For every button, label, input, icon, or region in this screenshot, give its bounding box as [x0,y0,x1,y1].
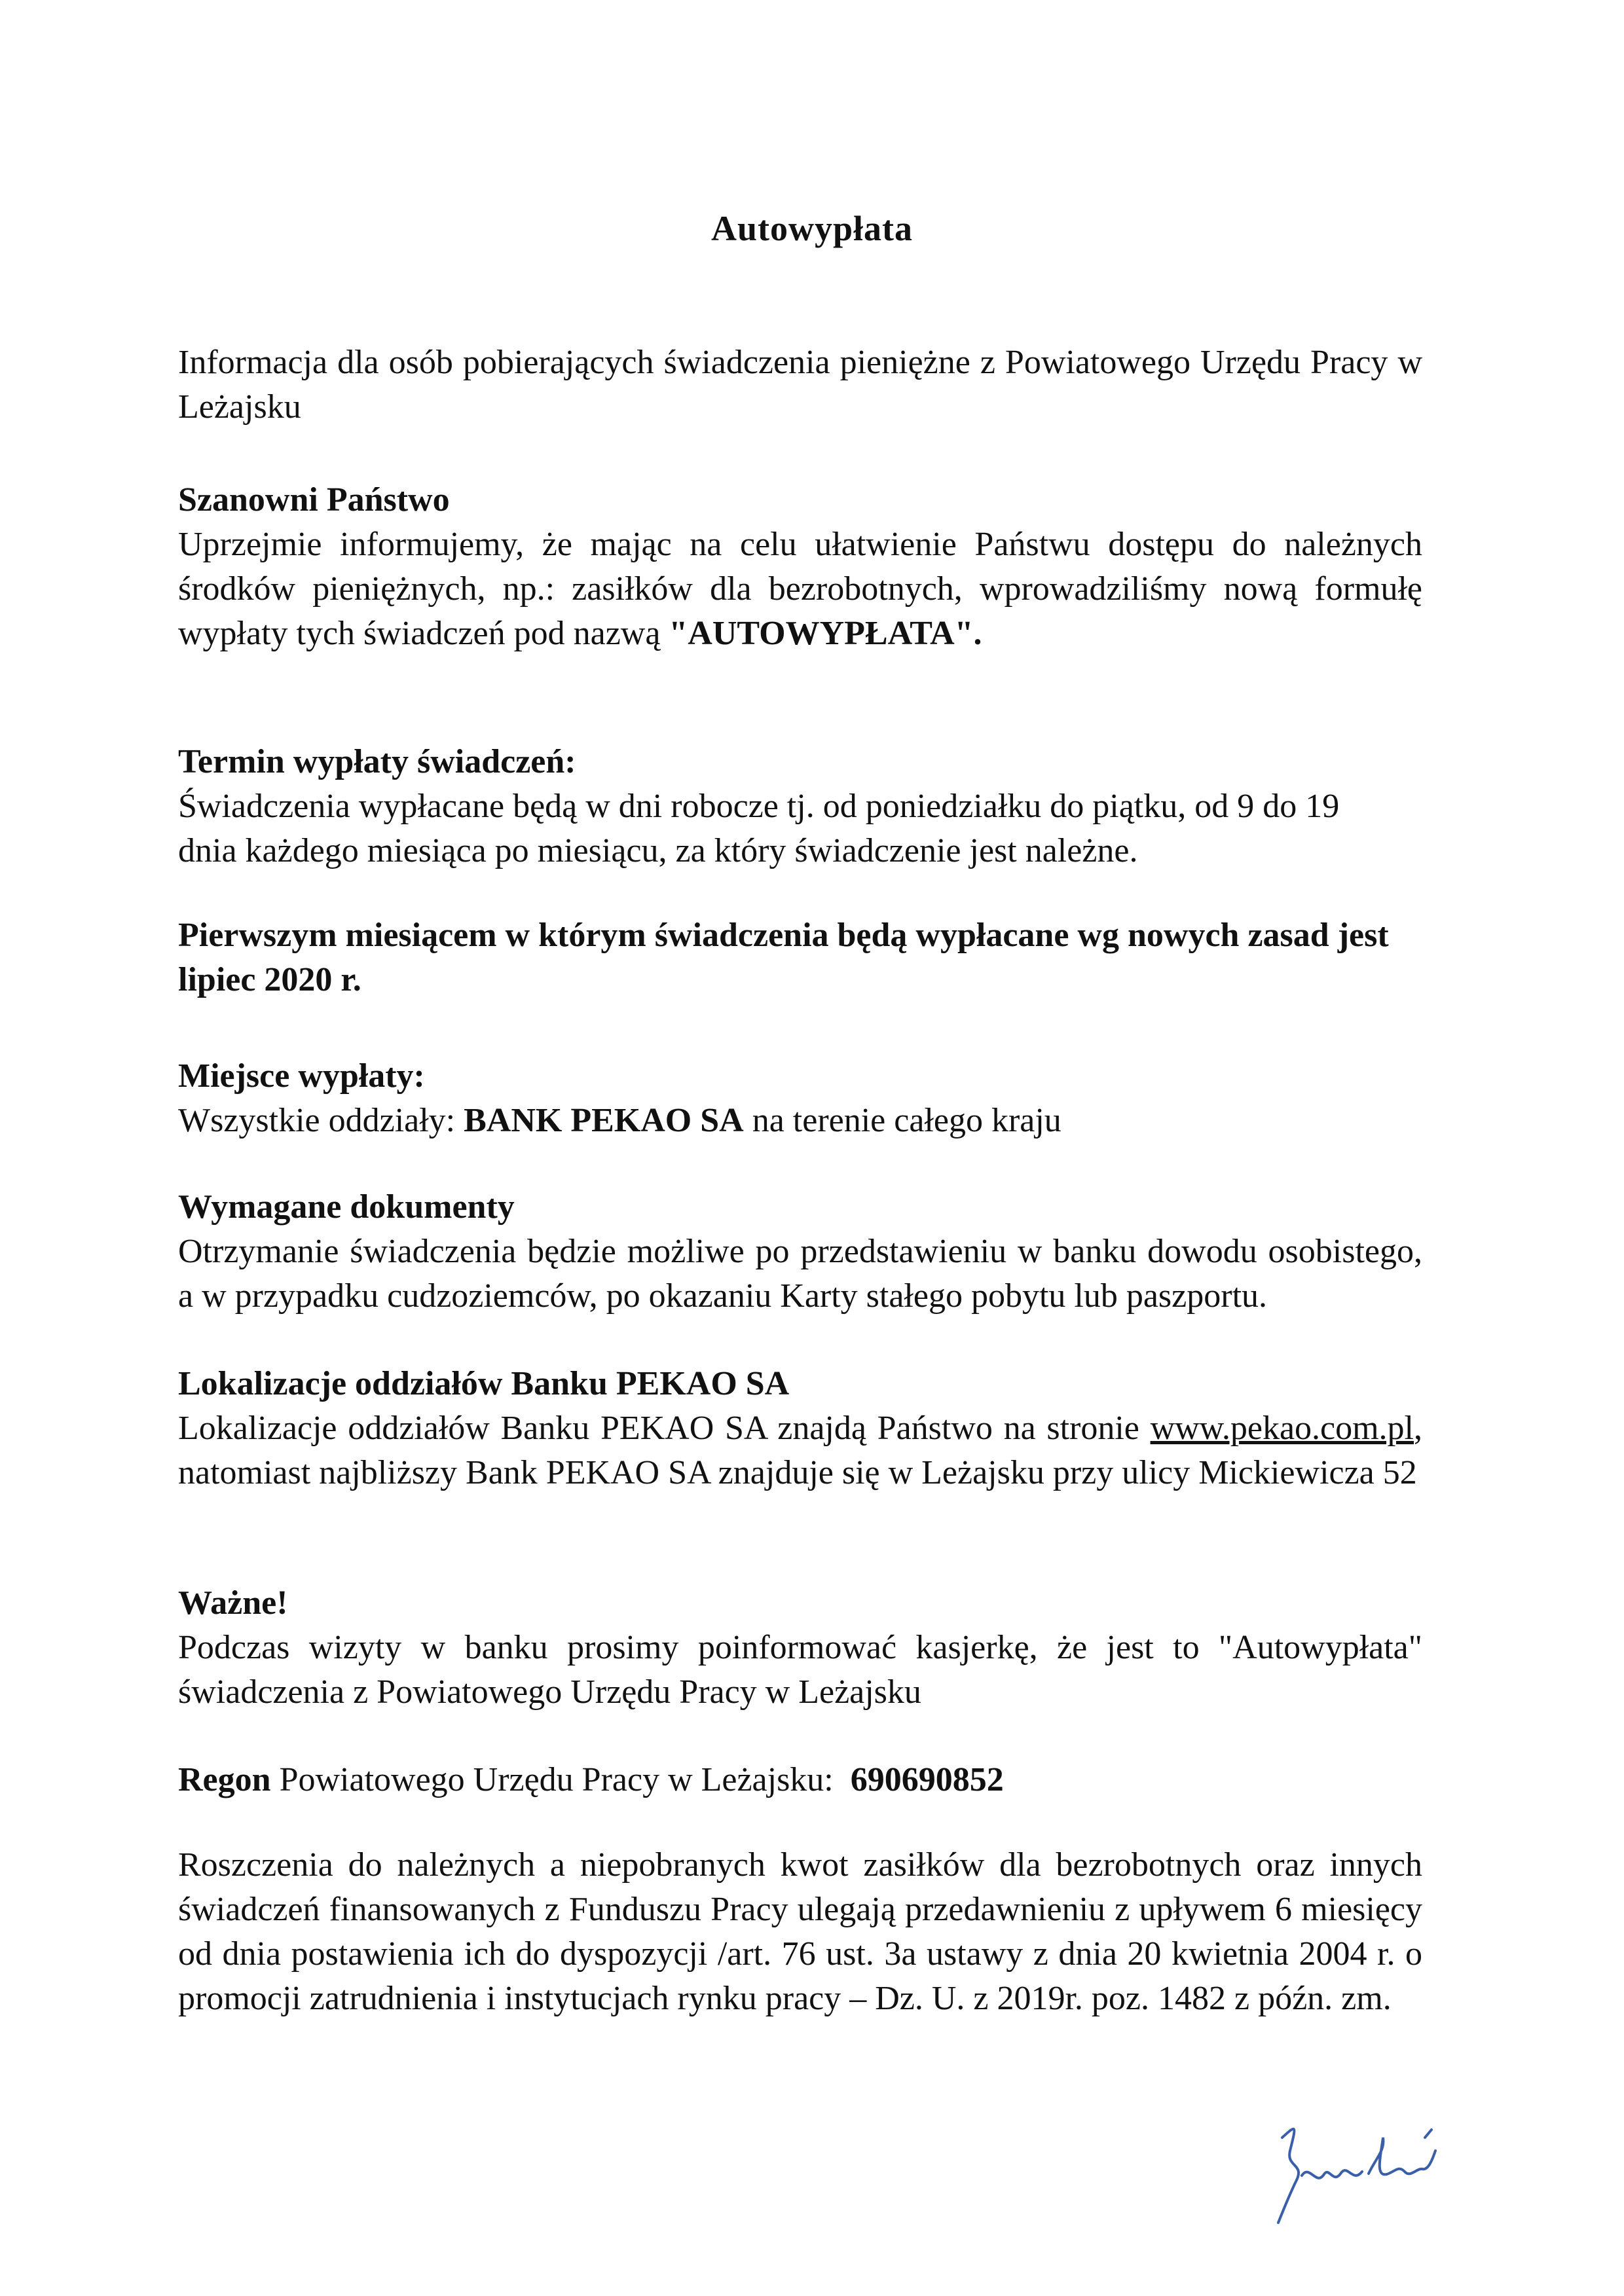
locations-text: Lokalizacje oddziałów Banku PEKAO SA znajdą Państwo na stronie [178,1410,1151,1447]
term-heading: Termin wypłaty świadczeń: [178,743,576,780]
locations-paragraph [178,1406,1422,1495]
greeting-text: Uprzejmie informujemy, że mając na celu ułatwienie Państwu dostępu do należnych środków pieniężnych, np.: zasiłków dla bezrobotnych, wprowadziliśmy nową formułę wypłaty tych świadczeń pod nazwą [178,526,1422,652]
first-month-section [178,913,1422,1002]
term-text: Świadczenia wypłacane będą w dni robocze tj. od poniedziałku do piątku, od 9 do 19 dnia każdego miesiąca po miesiącu, za który świadczenie jest należne. [178,788,1340,869]
greeting-heading: Szanowni Państwo [178,481,450,519]
place-prefix: Wszystkie oddziały: [178,1102,464,1139]
term-section [178,740,1422,873]
regon-text: Powiatowego Urzędu Pracy w Leżajsku: [270,1761,851,1798]
handwritten-signature [1270,2111,1447,2236]
documents-section [178,1185,1422,1319]
greeting-paragraph [178,522,1422,656]
documents-heading: Wymagane dokumenty [178,1188,515,1226]
locations-text-after: , natomiast najbliższy Bank PEKAO SA znajduje się w Leżajsku przy ulicy Mickiewicza 52 [178,1410,1422,1491]
first-month-text: Pierwszym miesiącem w którym świadczenia będą wypłacane wg nowych zasad jest lipiec 2020 r. [178,917,1389,998]
regon-paragraph [178,1758,1422,1802]
intro-section [178,340,1422,429]
regon-section [178,1758,1422,1802]
place-paragraph [178,1099,1422,1143]
bank-name: BANK PEKAO SA [464,1102,744,1139]
autowyplata-name: "AUTOWYPŁATA". [669,615,982,652]
intro-text: Informacja dla osób pobierających świadczenia pieniężne z Powiatowego Urzędu Pracy w Leżajsku [178,344,1422,426]
place-heading: Miejsce wypłaty: [178,1057,425,1095]
pekao-website-link[interactable]: www.pekao.com.pl [1150,1410,1414,1447]
documents-text: Otrzymanie świadczenia będzie możliwe po przedstawieniu w banku dowodu osobistego, a w przypadku cudzoziemców, po okazaniu Karty stałego pobytu lub paszportu. [178,1233,1422,1315]
regon-number: 690690852 [850,1761,1004,1798]
claims-section [178,1843,1422,2021]
important-text: Podczas wizyty w banku prosimy poinformować kasjerkę, że jest to "Autowypłata" świadczenia z Powiatowego Urzędu Pracy w Leżajsku [178,1629,1422,1711]
document-title: Autowypłata [710,209,913,248]
place-section [178,1054,1422,1143]
locations-section [178,1362,1422,1495]
claims-text: Roszczenia do należnych a niepobranych kwot zasiłków dla bezrobotnych oraz innych świadczeń finansowanych z Funduszu Pracy ulegają przedawnieniu z upływem 6 miesięcy od dnia postawienia ich do dyspozycji /art. 76 ust. 3a ustawy z dnia 20 kwietnia 2004 r. o promocji zatrudnienia i instytucjach rynku pracy – Dz. U. z 2019r. poz. 1482 z późn. zm. [178,1846,1422,2017]
greeting-section [178,478,1422,656]
important-heading: Ważne! [178,1584,288,1622]
regon-label: Regon [178,1761,271,1798]
locations-heading: Lokalizacje oddziałów Banku PEKAO SA [178,1365,790,1402]
important-section [178,1581,1422,1715]
place-suffix: na terenie całego kraju [743,1102,1061,1139]
